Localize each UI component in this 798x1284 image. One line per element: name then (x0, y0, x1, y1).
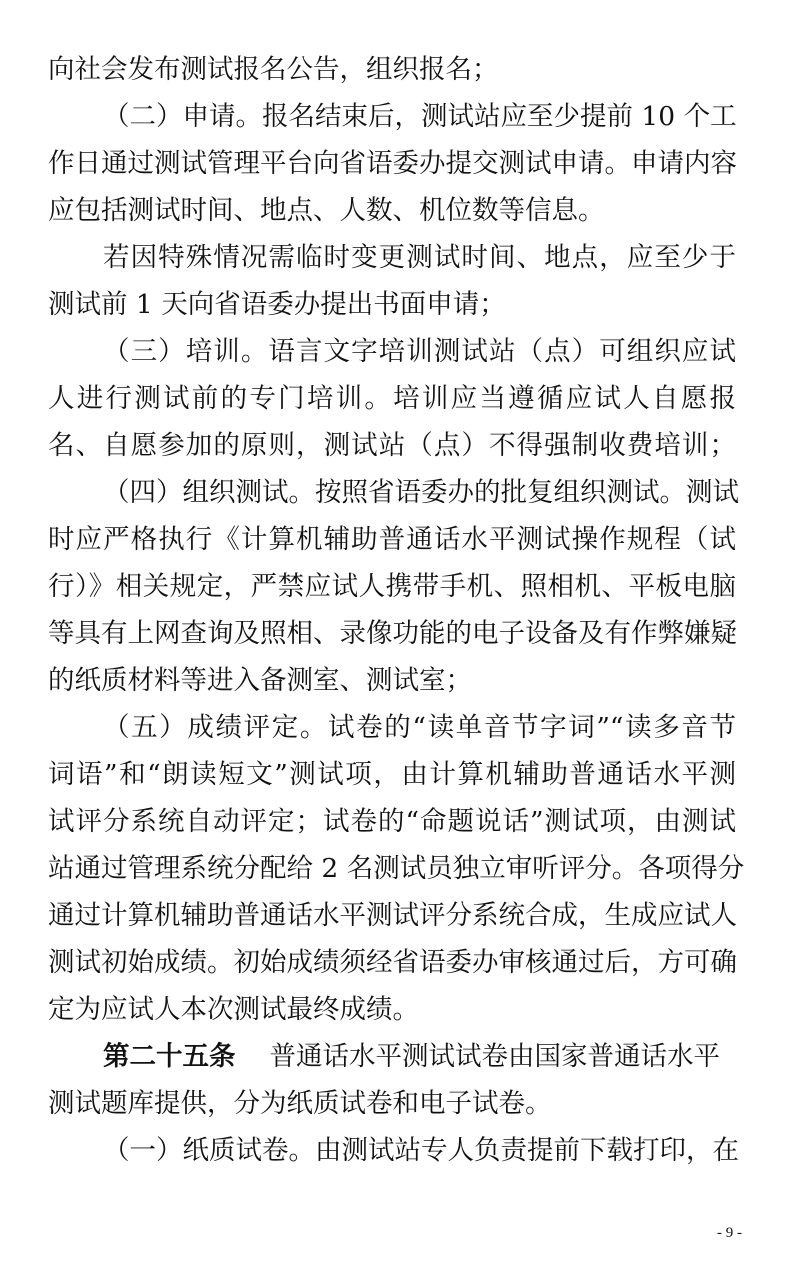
article-25-line-2: 测试题库提供，分为纸质试卷和电子试卷。 (48, 1088, 552, 1119)
text-line-9: 名、自愿参加的原则，测试站（点）不得强制收费培训； (48, 430, 736, 461)
text-line-18: 站通过管理系统分配给 2 名测试员独立审听评分。各项得分 (48, 853, 745, 884)
article-25-text: 普通话水平测试试卷由国家普通话水平 (269, 1041, 720, 1072)
text-line-16: 词语”和“朗读短文”测试项，由计算机辅助普通话水平测 (48, 759, 736, 790)
page-number: - 9 - (717, 1225, 742, 1241)
text-line-3: 作日通过测试管理平台向省语委办提交测试申请。申请内容 (48, 148, 737, 179)
text-line-13: 等具有上网查询及照相、录像功能的电子设备及有作弊嫌疑 (48, 618, 737, 649)
text-line-19: 通过计算机辅助普通话水平测试评分系统合成，生成应试人 (48, 900, 737, 931)
article-25-heading: 第二十五条 (103, 1041, 236, 1072)
article-25-line-3: （一）纸质试卷。由测试站专人负责提前下载打印，在 (103, 1135, 739, 1166)
text-line-20: 测试初始成绩。初始成绩须经省语委办审核通过后，方可确 (48, 947, 737, 978)
text-line-4: 应包括测试时间、地点、人数、机位数等信息。 (48, 195, 605, 226)
text-line-12: 行）》相关规定，严禁应试人携带手机、照相机、平板电脑 (48, 571, 736, 602)
text-line-11: 时应严格执行《计算机辅助普通话水平测试操作规程（试 (48, 524, 736, 555)
text-line-7: （三）培训。语言文字培训测试站（点）可组织应试 (103, 336, 736, 367)
text-line-14: 的纸质材料等进入备测室、测试室； (48, 665, 472, 696)
text-line-1: 向社会发布测试报名公告，组织报名； (48, 54, 499, 85)
text-line-8: 人进行测试前的专门培训。培训应当遵循应试人自愿报 (48, 383, 736, 414)
text-line-5: 若因特殊情况需临时变更测试时间、地点，应至少于 (103, 242, 736, 273)
text-line-10: （四）组织测试。按照省语委办的批复组织测试。测试 (103, 477, 739, 508)
article-25-first-line (103, 1040, 736, 1074)
text-line-17: 试评分系统自动评定；试卷的“命题说话”测试项，由测试 (48, 806, 736, 837)
text-line-2: （二）申请。报名结束后，测试站应至少提前 10 个工 (103, 101, 737, 132)
text-line-15: （五）成绩评定。试卷的“读单音节字词”“读多音节 (103, 712, 736, 743)
text-line-6: 测试前 1 天向省语委办提出书面申请； (48, 289, 506, 320)
text-line-21: 定为应试人本次测试最终成绩。 (48, 994, 419, 1025)
